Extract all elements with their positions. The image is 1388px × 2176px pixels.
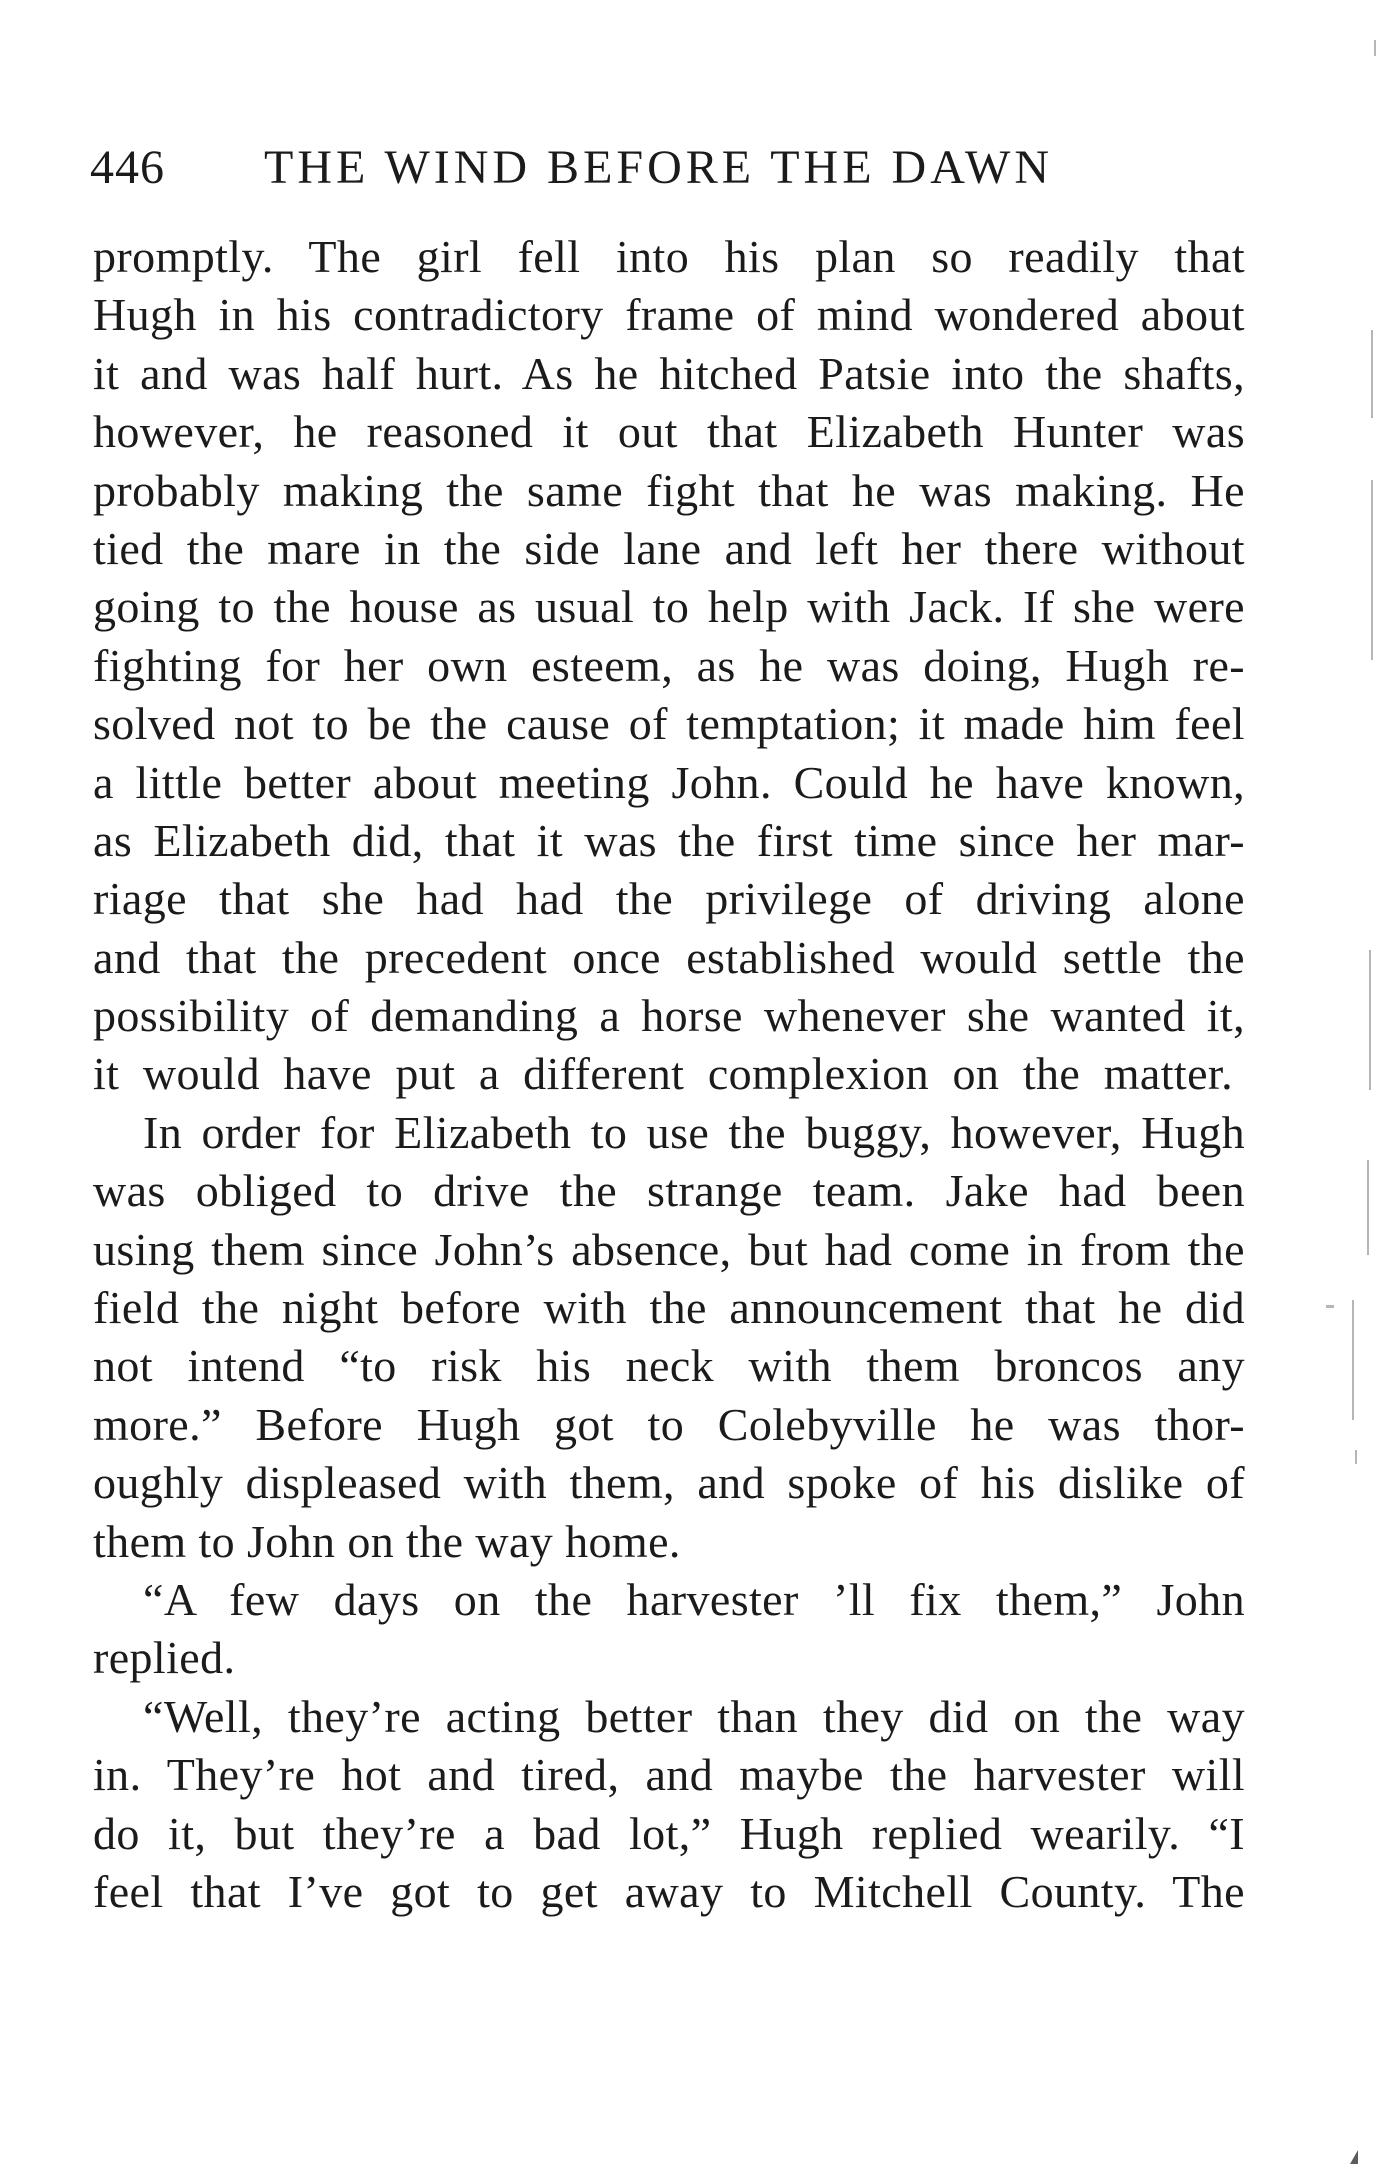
text-line: possibility of demanding a horse whenever she wanted it, [93, 990, 1245, 1042]
text-line: as Elizabeth did, that it was the first time since her mar- [93, 814, 1245, 866]
text-line: a little better about meeting John. Could he have known, [93, 756, 1245, 808]
scan-corner-mark [1350, 2150, 1358, 2164]
text-line: “A few days on the harvester ’ll fix them,” John [143, 1573, 1245, 1625]
text-line: “Well, they’re acting better than they did on the way [143, 1690, 1245, 1742]
scan-mark [1371, 480, 1373, 660]
text-line: promptly. The girl fell into his plan so readily that [93, 231, 1245, 282]
paragraph [93, 1571, 1245, 1688]
text-line: was obliged to drive the strange team. Jake had been [93, 1165, 1245, 1217]
text-line: In order for Elizabeth to use the buggy, however, Hugh [143, 1106, 1245, 1158]
running-head-title: THE WIND BEFORE THE DAWN [264, 141, 1053, 194]
text-line: using them since John’s absence, but had come in from the [93, 1223, 1245, 1275]
paragraph [93, 1104, 1245, 1571]
text-line: fighting for her own esteem, as he was doing, Hugh re- [93, 639, 1245, 691]
scan-mark [1367, 1160, 1369, 1255]
text-line: more.” Before Hugh got to Colebyville he was thor- [93, 1398, 1245, 1450]
text-line: in. They’re hot and tired, and maybe the harvester will [93, 1749, 1245, 1801]
paragraph [93, 228, 1245, 1104]
page-number: 446 [90, 141, 165, 194]
scan-mark [1326, 1305, 1334, 1308]
text-line: replied. [93, 1632, 236, 1684]
text-line: going to the house as usual to help with Jack. If she were [93, 581, 1245, 633]
text-line: it would have put a different complexion on the matter. [93, 1048, 1233, 1100]
scan-mark [1352, 1300, 1354, 1420]
text-line: tied the mare in the side lane and left her there without [93, 522, 1245, 574]
scan-mark [1371, 330, 1373, 418]
paragraph [93, 1688, 1245, 1922]
text-line: field the night before with the announcement that he did [93, 1282, 1245, 1334]
text-line: solved not to be the cause of temptation; it made him feel [93, 698, 1245, 750]
text-line: them to John on the way home. [93, 1515, 681, 1567]
text-line: however, he reasoned it out that Elizabeth Hunter was [93, 406, 1245, 458]
text-line: not intend “to risk his neck with them broncos any [93, 1340, 1245, 1392]
scan-mark [1369, 950, 1371, 1090]
text-line: riage that she had had the privilege of driving alone [93, 873, 1245, 925]
text-line: oughly displeased with them, and spoke of his dislike of [93, 1457, 1245, 1509]
scan-mark [1355, 1450, 1357, 1464]
text-line: it and was half hurt. As he hitched Patsie into the shafts, [93, 347, 1245, 399]
text-line: probably making the same fight that he was making. He [93, 464, 1245, 516]
scan-mark [1374, 40, 1376, 56]
text-line: feel that I’ve got to get away to Mitchell County. The [93, 1865, 1245, 1917]
page-body [93, 228, 1245, 1921]
text-line: and that the precedent once established would settle the [93, 931, 1245, 983]
text-line: do it, but they’re a bad lot,” Hugh replied wearily. “I [93, 1807, 1245, 1859]
text-line: Hugh in his contradictory frame of mind wondered about [93, 289, 1245, 341]
